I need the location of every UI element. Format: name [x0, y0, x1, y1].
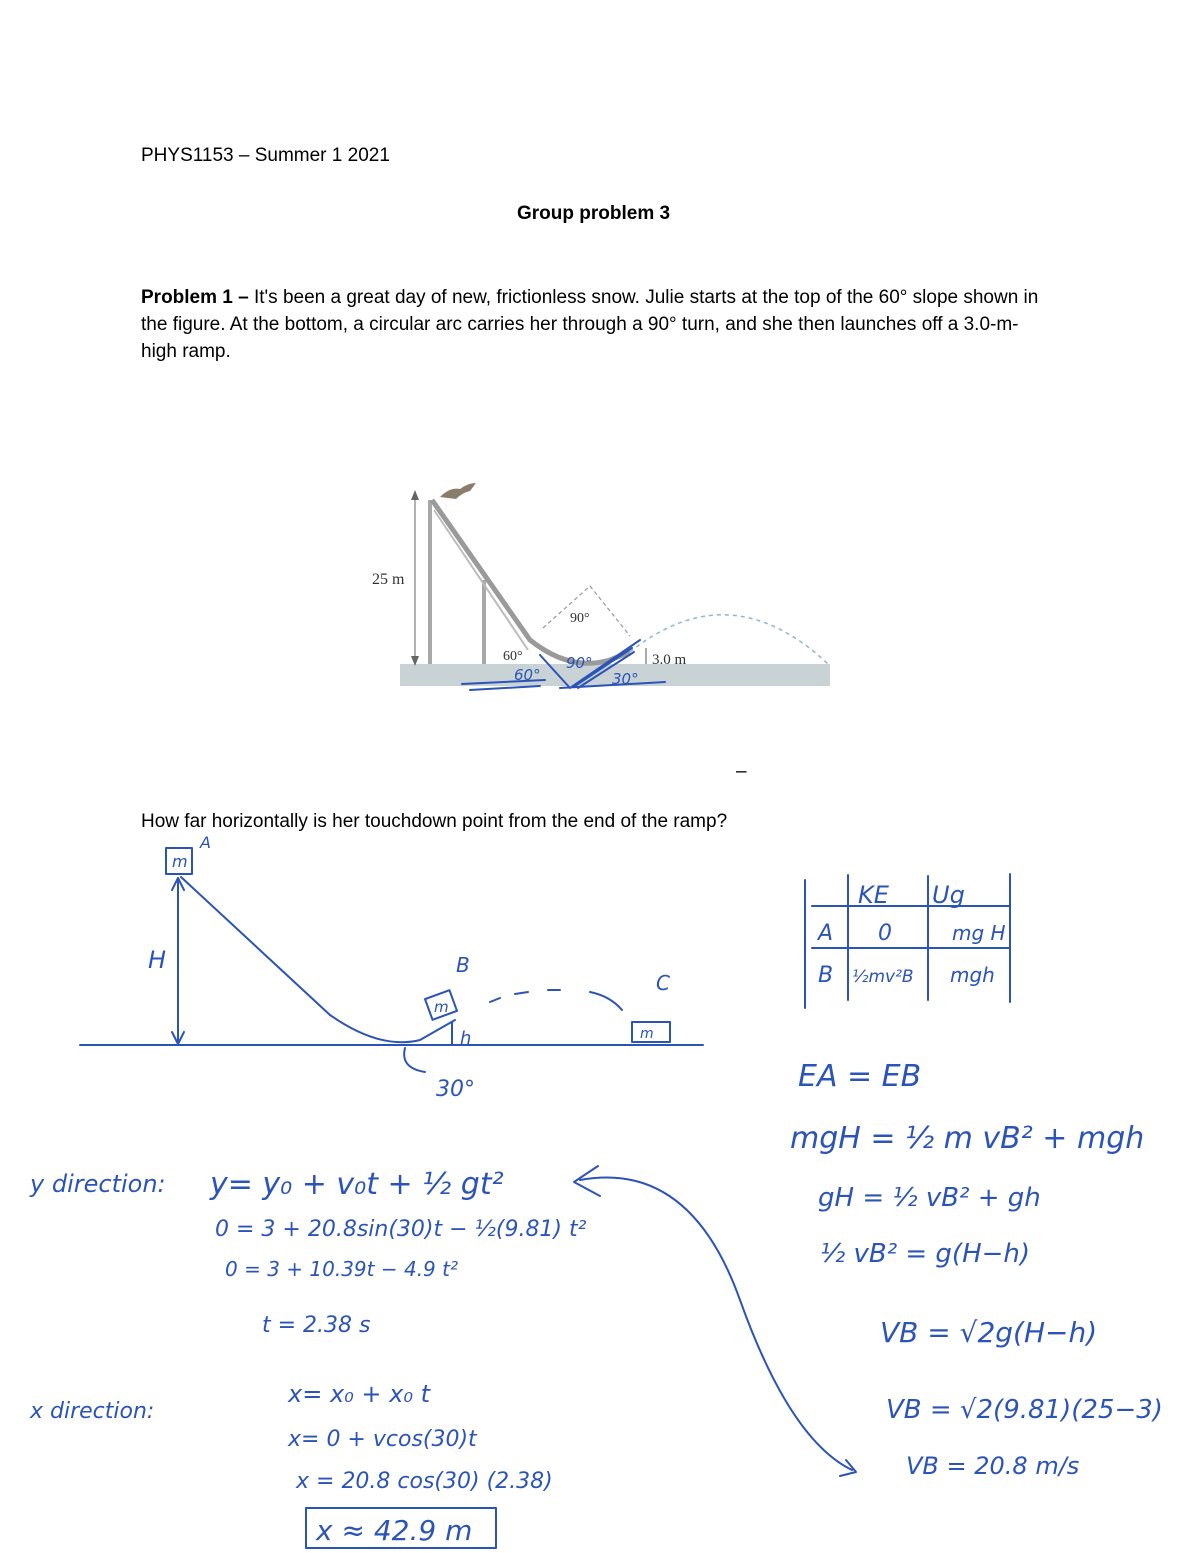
y-equation: 0 = 3 + 20.8sin(30)t − ½(9.81) t² — [215, 1217, 587, 1242]
height-label-H: H — [148, 946, 167, 974]
flight-path-dashes — [490, 990, 622, 1010]
arrow-up-icon — [411, 490, 419, 500]
problem-sketch — [80, 833, 703, 1102]
height-label: 25 m — [372, 571, 405, 588]
table-cell-ug-b: mgh — [950, 963, 995, 987]
final-answer: x ≈ 42.9 m — [316, 1514, 473, 1547]
problem-label: Problem 1 – — [141, 287, 249, 308]
point-b-label: B — [456, 953, 470, 977]
energy-derivation — [790, 1059, 1163, 1480]
final-velocity: VB = 20.8 m/s — [906, 1452, 1080, 1480]
table-header-ke: KE — [858, 881, 889, 909]
slope-curve — [181, 877, 455, 1042]
slope-edge — [434, 510, 528, 650]
table-cell-ug-a: mg H — [952, 921, 1006, 945]
page-title: Group problem 3 — [517, 203, 671, 224]
ramp-height-label-h: h — [460, 1028, 472, 1049]
arc-angle-label: 90° — [570, 611, 590, 626]
energy-line: VB = √2g(H−h) — [880, 1316, 1098, 1349]
angle-arc-mark — [404, 1048, 425, 1072]
x-equation: x = 20.8 cos(30) (2.38) — [296, 1469, 553, 1494]
point-a-label: A — [200, 833, 211, 852]
course-header: PHYS1153 – Summer 1 2021 — [141, 145, 390, 166]
time-result: t = 2.38 s — [262, 1313, 371, 1338]
table-header-ug: Ug — [932, 881, 965, 909]
sketch-angle-label: 30° — [436, 1077, 475, 1102]
slope-angle-label: 60° — [503, 649, 523, 664]
y-equation: y= y₀ + v₀t + ½ gt² — [210, 1167, 504, 1202]
connector-arrow — [580, 1178, 852, 1471]
arrowhead-icon — [574, 1166, 600, 1196]
ski-slope — [432, 500, 630, 663]
energy-line: gH = ½ vB² + gh — [818, 1183, 1041, 1213]
problem-text: It's been a great day of new, frictionless snow. Julie starts at the top of the 60° slope shown in the figure. At the bottom, a circular arc carries her through a 90° turn, and she then launches off a 3.0-m-high ramp. — [141, 287, 1039, 362]
x-direction-work — [29, 1380, 553, 1548]
table-row-label-b: B — [818, 963, 834, 988]
table-row-label-a: A — [818, 921, 834, 946]
y-direction-label: y direction: — [30, 1170, 166, 1198]
energy-line: ½ vB² = g(H−h) — [820, 1239, 1031, 1269]
hw-angle-30: 30° — [612, 670, 639, 688]
mass-label: m — [640, 1026, 654, 1042]
mass-label: m — [172, 852, 188, 871]
mass-label: m — [434, 998, 449, 1016]
point-c-label: C — [656, 971, 670, 995]
table-cell-ke-a: 0 — [878, 921, 892, 946]
table-cell-ke-b: ½mv²B — [852, 967, 914, 987]
x-direction-label: x direction: — [30, 1399, 155, 1424]
ramp-label: 3.0 m — [652, 652, 687, 668]
hw-angle-90: 90° — [566, 654, 593, 672]
question-text: How far horizontally is her touchdown point from the end of the ramp? — [141, 811, 728, 832]
energy-line: EA = EB — [798, 1059, 922, 1094]
stray-mark: – — [736, 761, 747, 782]
y-equation: 0 = 3 + 10.39t − 4.9 t² — [225, 1257, 458, 1281]
energy-line: VB = √2(9.81)(25−3) — [886, 1395, 1163, 1425]
y-direction-work — [29, 1167, 587, 1338]
energy-line: mgH = ½ m vB² + mgh — [790, 1121, 1145, 1156]
ski-jump-figure — [372, 483, 830, 690]
skier-icon — [440, 483, 476, 499]
x-equation: x= x₀ + x₀ t — [288, 1380, 430, 1408]
energy-table — [805, 874, 1010, 1008]
hw-angle-60: 60° — [514, 666, 541, 684]
x-equation: x= 0 + vcos(30)t — [288, 1427, 477, 1452]
